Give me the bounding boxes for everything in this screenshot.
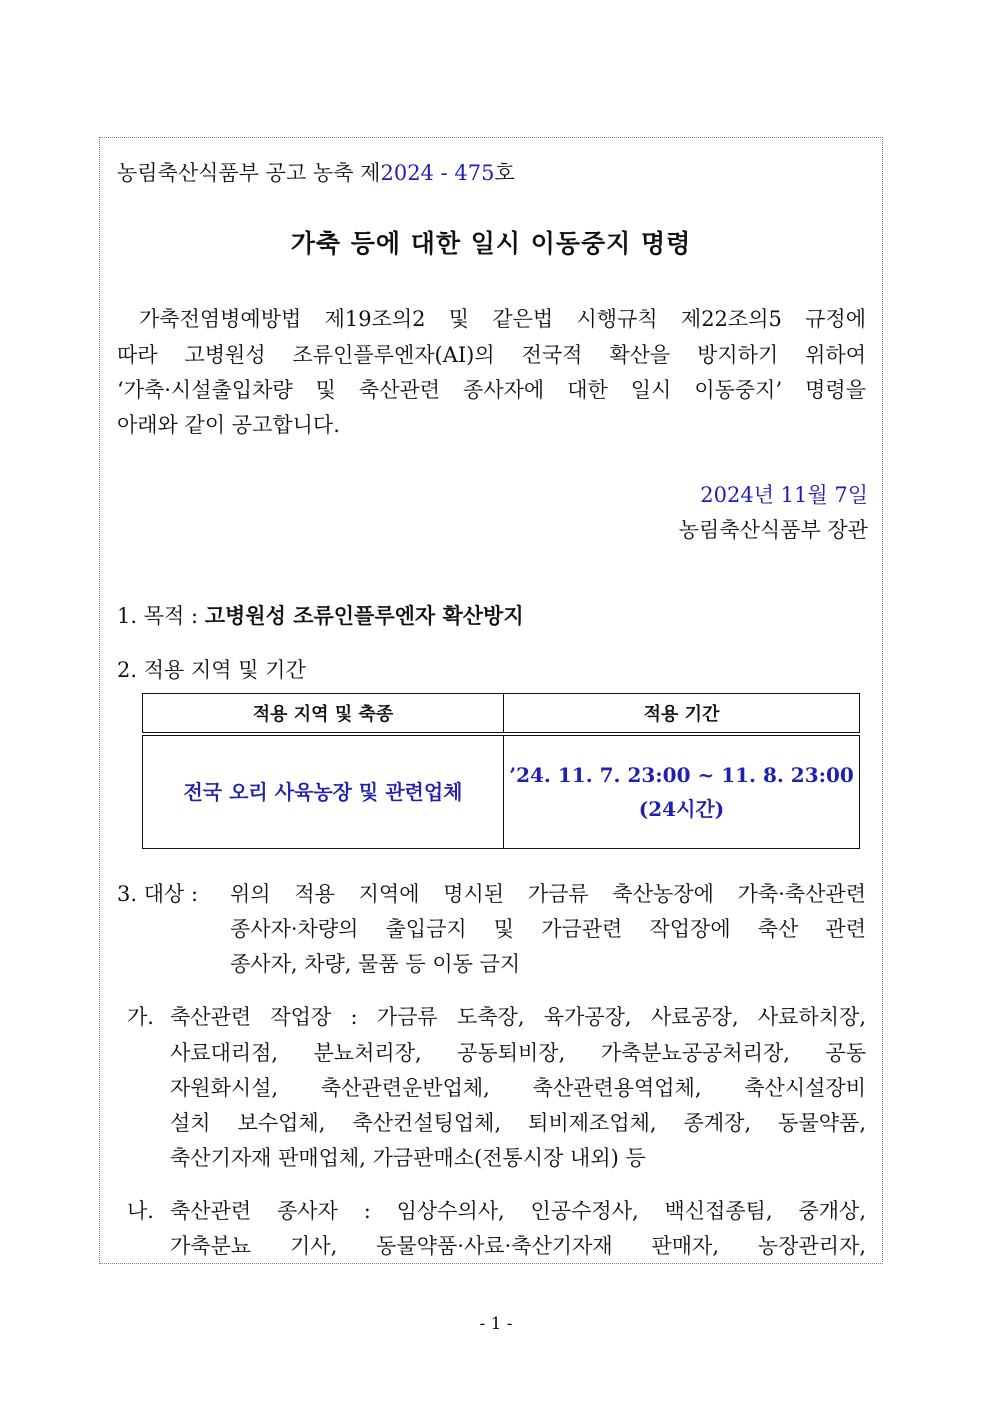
section-1-purpose <box>117 600 524 630</box>
section-1-label: 1. 목적 : <box>117 604 205 628</box>
intro-line-4: 아래와 같이 공고합니다. <box>117 413 340 437</box>
item-na-marker: 나. <box>127 1199 154 1223</box>
notice-suffix: 호 <box>494 161 515 185</box>
item-na-line-1: 축산관련 종사자 : 임상수의사, 인공수정사, 백신접종팀, 중개상, <box>170 1199 866 1223</box>
section-3-label: 3. 대상 : <box>117 882 199 906</box>
intro-line-1: 가축전염병예방법 제19조의2 및 같은법 시행규칙 제22조의5 규정에 <box>139 307 866 331</box>
intro-line-2: 따라 고병원성 조류인플루엔자(AI)의 전국적 확산을 방지하기 위하여 <box>117 343 866 367</box>
notice-number <box>117 157 515 187</box>
section-3-line-3: 종사자, 차량, 물품 등 이동 금지 <box>230 952 521 976</box>
section-1-text: 고병원성 조류인플루엔자 확산방지 <box>204 603 524 628</box>
section-3-line-2: 종사자·차량의 출입금지 및 가금관련 작업장에 축산 관련 <box>230 917 866 941</box>
document-title: 가축 등에 대한 일시 이동중지 명령 <box>290 229 692 258</box>
page-number: - 1 - <box>479 1314 513 1334</box>
issuer: 농림축산식품부 장관 <box>678 518 868 542</box>
section-3-line-1: 위의 적용 지역에 명시된 가금류 축산농장에 가축·축산관련 <box>230 882 866 906</box>
area-period-table <box>142 693 860 849</box>
table-cell-region: 전국 오리 사육농장 및 관련업체 <box>143 734 504 849</box>
intro-line-3: ‘가축·시설출입차량 및 축산관련 종사자에 대한 일시 이동중지’ 명령을 <box>117 378 866 402</box>
item-ga-line-2: 사료대리점, 분뇨처리장, 공동퇴비장, 가축분뇨공공처리장, 공동 <box>170 1041 866 1065</box>
table-header-period: 적용 기간 <box>504 694 860 735</box>
notice-prefix: 농림축산식품부 공고 농축 제 <box>117 161 381 185</box>
notice-number-value: 2024 - 475 <box>380 161 495 185</box>
section-2-heading: 2. 적용 지역 및 기간 <box>117 658 306 682</box>
item-na-line-2: 가축분뇨 기사, 동물약품·사료·축산기자재 판매자, 농장관리자, <box>170 1234 866 1258</box>
period-line-1: ’24. 11. 7. 23:00 ~ 11. 8. 23:00 <box>509 763 854 787</box>
period-line-2: (24시간) <box>638 797 725 821</box>
table-row <box>143 734 860 849</box>
item-ga-line-4: 설치 보수업체, 축산컨설팅업체, 퇴비제조업체, 종계장, 동물약품, <box>170 1111 866 1135</box>
table-header-region: 적용 지역 및 축종 <box>143 694 504 735</box>
notice-date: 2024년 11월 7일 <box>700 483 868 507</box>
item-ga-line-1: 축산관련 작업장 : 가금류 도축장, 육가공장, 사료공장, 사료하치장, <box>170 1005 866 1029</box>
table-header-row <box>143 694 860 735</box>
item-ga-line-5: 축산기자재 판매업체, 가금판매소(전통시장 내외) 등 <box>170 1146 646 1170</box>
item-ga-line-3: 자원화시설, 축산관련운반업체, 축산관련용역업체, 축산시설장비 <box>170 1076 866 1100</box>
table-cell-period <box>504 734 860 849</box>
item-ga-marker: 가. <box>127 1005 154 1029</box>
